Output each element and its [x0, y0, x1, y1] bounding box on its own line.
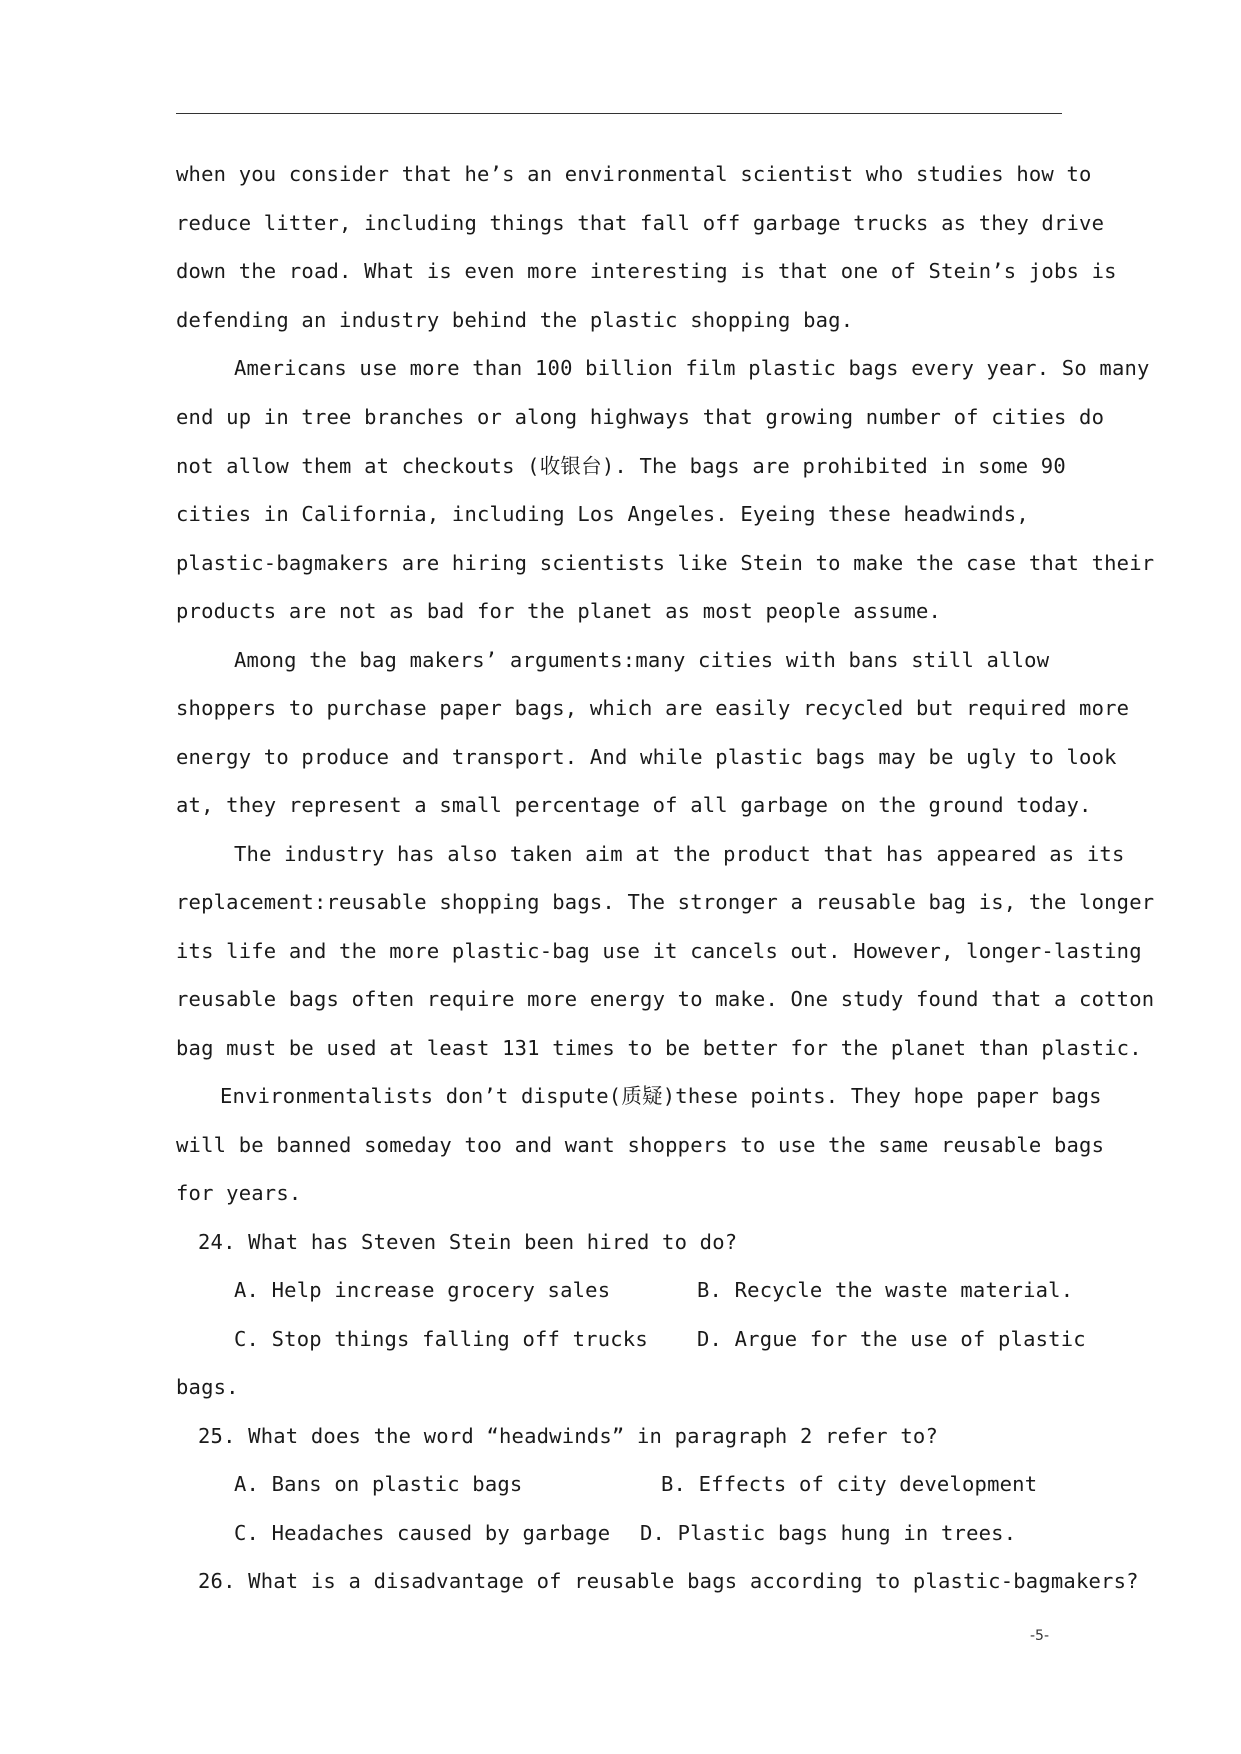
paragraph-5-line-3: for years.: [176, 1181, 302, 1205]
paragraph-3-line-3: energy to produce and transport. And while plastic bags may be ugly to look: [176, 745, 1117, 769]
question-24-option-b: B. Recycle the waste material.: [697, 1278, 1074, 1302]
page-number: -5-: [1030, 1628, 1050, 1644]
paragraph-4-line-5: bag must be used at least 131 times to be better for the planet than plastic.: [176, 1036, 1142, 1060]
question-24-option-c: C. Stop things falling off trucks: [234, 1327, 648, 1351]
paragraph-1-line-3: down the road. What is even more interesting is that one of Stein’s jobs is: [176, 259, 1117, 283]
paragraph-5-line-2: will be banned someday too and want shoppers to use the same reusable bags: [176, 1133, 1105, 1157]
paragraph-1-line-1: when you consider that he’s an environmental scientist who studies how to: [176, 162, 1092, 186]
paragraph-5-line-1: Environmentalists don’t dispute(质疑)these points. They hope paper bags: [220, 1084, 1102, 1108]
paragraph-2-line-1: Americans use more than 100 billion film plastic bags every year. So many: [234, 356, 1150, 380]
question-24-option-d: D. Argue for the use of plastic: [697, 1327, 1086, 1351]
paragraph-4-line-1: The industry has also taken aim at the product that has appeared as its: [234, 842, 1125, 866]
paragraph-4-line-3: its life and the more plastic-bag use it cancels out. However, longer-lasting: [176, 939, 1142, 963]
paragraph-3-line-1: Among the bag makers’ arguments:many cities with bans still allow: [234, 648, 1050, 672]
paragraph-3-line-4: at, they represent a small percentage of all garbage on the ground today.: [176, 793, 1092, 817]
paragraph-1-line-2: reduce litter, including things that fall off garbage trucks as they drive: [176, 211, 1105, 235]
paragraph-2-line-5: plastic-bagmakers are hiring scientists like Stein to make the case that their: [176, 551, 1155, 575]
question-24-option-a: A. Help increase grocery sales: [234, 1278, 611, 1302]
paragraph-3-line-2: shoppers to purchase paper bags, which are easily recycled but required more: [176, 696, 1130, 720]
paragraph-4-line-2: replacement:reusable shopping bags. The stronger a reusable bag is, the longer: [176, 890, 1155, 914]
question-25-option-c: C. Headaches caused by garbage: [234, 1521, 611, 1545]
header-rule: [176, 113, 1062, 114]
question-24-stem: 24. What has Steven Stein been hired to do?: [198, 1230, 738, 1254]
paragraph-4-line-4: reusable bags often require more energy to make. One study found that a cotton: [176, 987, 1155, 1011]
question-24-option-d-wrap: bags.: [176, 1375, 239, 1399]
paragraph-2-line-6: products are not as bad for the planet as most people assume.: [176, 599, 942, 623]
question-25-option-d: D. Plastic bags hung in trees.: [640, 1521, 1017, 1545]
paragraph-2-line-3: not allow them at checkouts (收银台). The bags are prohibited in some 90: [176, 454, 1066, 478]
question-25-stem: 25. What does the word “headwinds” in paragraph 2 refer to?: [198, 1424, 938, 1448]
question-25-option-b: B. Effects of city development: [661, 1472, 1038, 1496]
paragraph-2-line-4: cities in California, including Los Angeles. Eyeing these headwinds,: [176, 502, 1029, 526]
question-25-option-a: A. Bans on plastic bags: [234, 1472, 523, 1496]
paragraph-1-line-4: defending an industry behind the plastic shopping bag.: [176, 308, 854, 332]
paragraph-2-line-2: end up in tree branches or along highways that growing number of cities do: [176, 405, 1105, 429]
question-26-stem: 26. What is a disadvantage of reusable bags according to plastic-bagmakers?: [198, 1569, 1139, 1593]
